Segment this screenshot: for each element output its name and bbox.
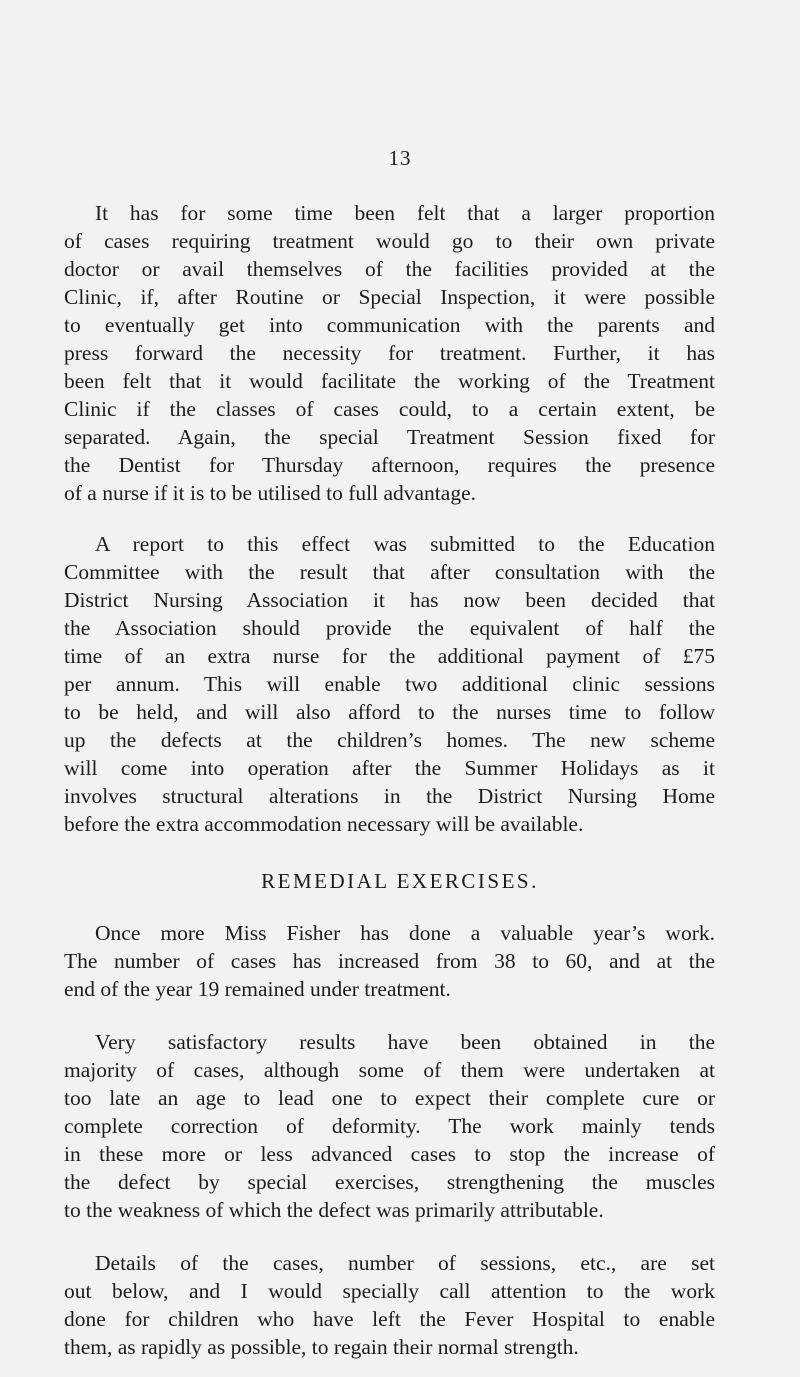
paragraph-line: doctor or avail themselves of the facilities provided at the [64,257,715,281]
paragraph-line: complete correction of deformity. The work mainly tends [64,1114,715,1138]
paragraph-line: Once more Miss Fisher has done a valuable year’s work. [95,921,715,945]
paragraph-line: too late an age to lead one to expect their complete cure or [64,1086,715,1110]
paragraph-line: Very satisfactory results have been obtained in the [95,1030,715,1054]
paragraph-line: Details of the cases, number of sessions, etc., are set [95,1251,715,1275]
paragraph-line: It has for some time been felt that a larger proportion [95,201,715,225]
paragraph-line: will come into operation after the Summer Holidays as it [64,756,715,780]
paragraph-line: the Association should provide the equivalent of half the [64,616,715,640]
paragraph-line: of a nurse if it is to be utilised to full advantage. [64,481,476,505]
paragraph-line: the defect by special exercises, strengthening the muscles [64,1170,715,1194]
section-heading: REMEDIAL EXERCISES. [261,869,539,893]
paragraph-line: been felt that it would facilitate the working of the Treatment [64,369,715,393]
paragraph-line: per annum. This will enable two additional clinic sessions [64,672,715,696]
paragraph-line: District Nursing Association it has now been decided that [64,588,715,612]
paragraph-line: the Dentist for Thursday afternoon, requires the presence [64,453,715,477]
paragraph-line: Committee with the result that after consultation with the [64,560,715,584]
paragraph-line: them, as rapidly as possible, to regain their normal strength. [64,1335,579,1359]
paragraph-line: done for children who have left the Fever Hospital to enable [64,1307,715,1331]
paragraph-line: Clinic, if, after Routine or Special Inspection, it were possible [64,285,715,309]
paragraph-line: to eventually get into communication with the parents and [64,313,715,337]
paragraph-line: to the weakness of which the defect was primarily attributable. [64,1198,604,1222]
paragraph-line: press forward the necessity for treatment. Further, it has [64,341,715,365]
paragraph-line: The number of cases has increased from 38 to 60, and at the [64,949,715,973]
paragraph-line: Clinic if the classes of cases could, to a certain extent, be [64,397,715,421]
page-number: 13 [388,146,412,170]
paragraph-line: of cases requiring treatment would go to their own private [64,229,715,253]
paragraph-line: time of an extra nurse for the additional payment of £75 [64,644,715,668]
paragraph-line: up the defects at the children’s homes. The new scheme [64,728,715,752]
paragraph-line: out below, and I would specially call attention to the work [64,1279,715,1303]
paragraph-line: majority of cases, although some of them were undertaken at [64,1058,715,1082]
paragraph-line: end of the year 19 remained under treatment. [64,977,451,1001]
paragraph-line: involves structural alterations in the District Nursing Home [64,784,715,808]
paragraph-line: to be held, and will also afford to the nurses time to follow [64,700,715,724]
paragraph-line: before the extra accommodation necessary will be available. [64,812,584,836]
paragraph-line: separated. Again, the special Treatment Session fixed for [64,425,715,449]
paragraph-line: in these more or less advanced cases to stop the increase of [64,1142,715,1166]
paragraph-line: A report to this effect was submitted to the Education [95,532,715,556]
